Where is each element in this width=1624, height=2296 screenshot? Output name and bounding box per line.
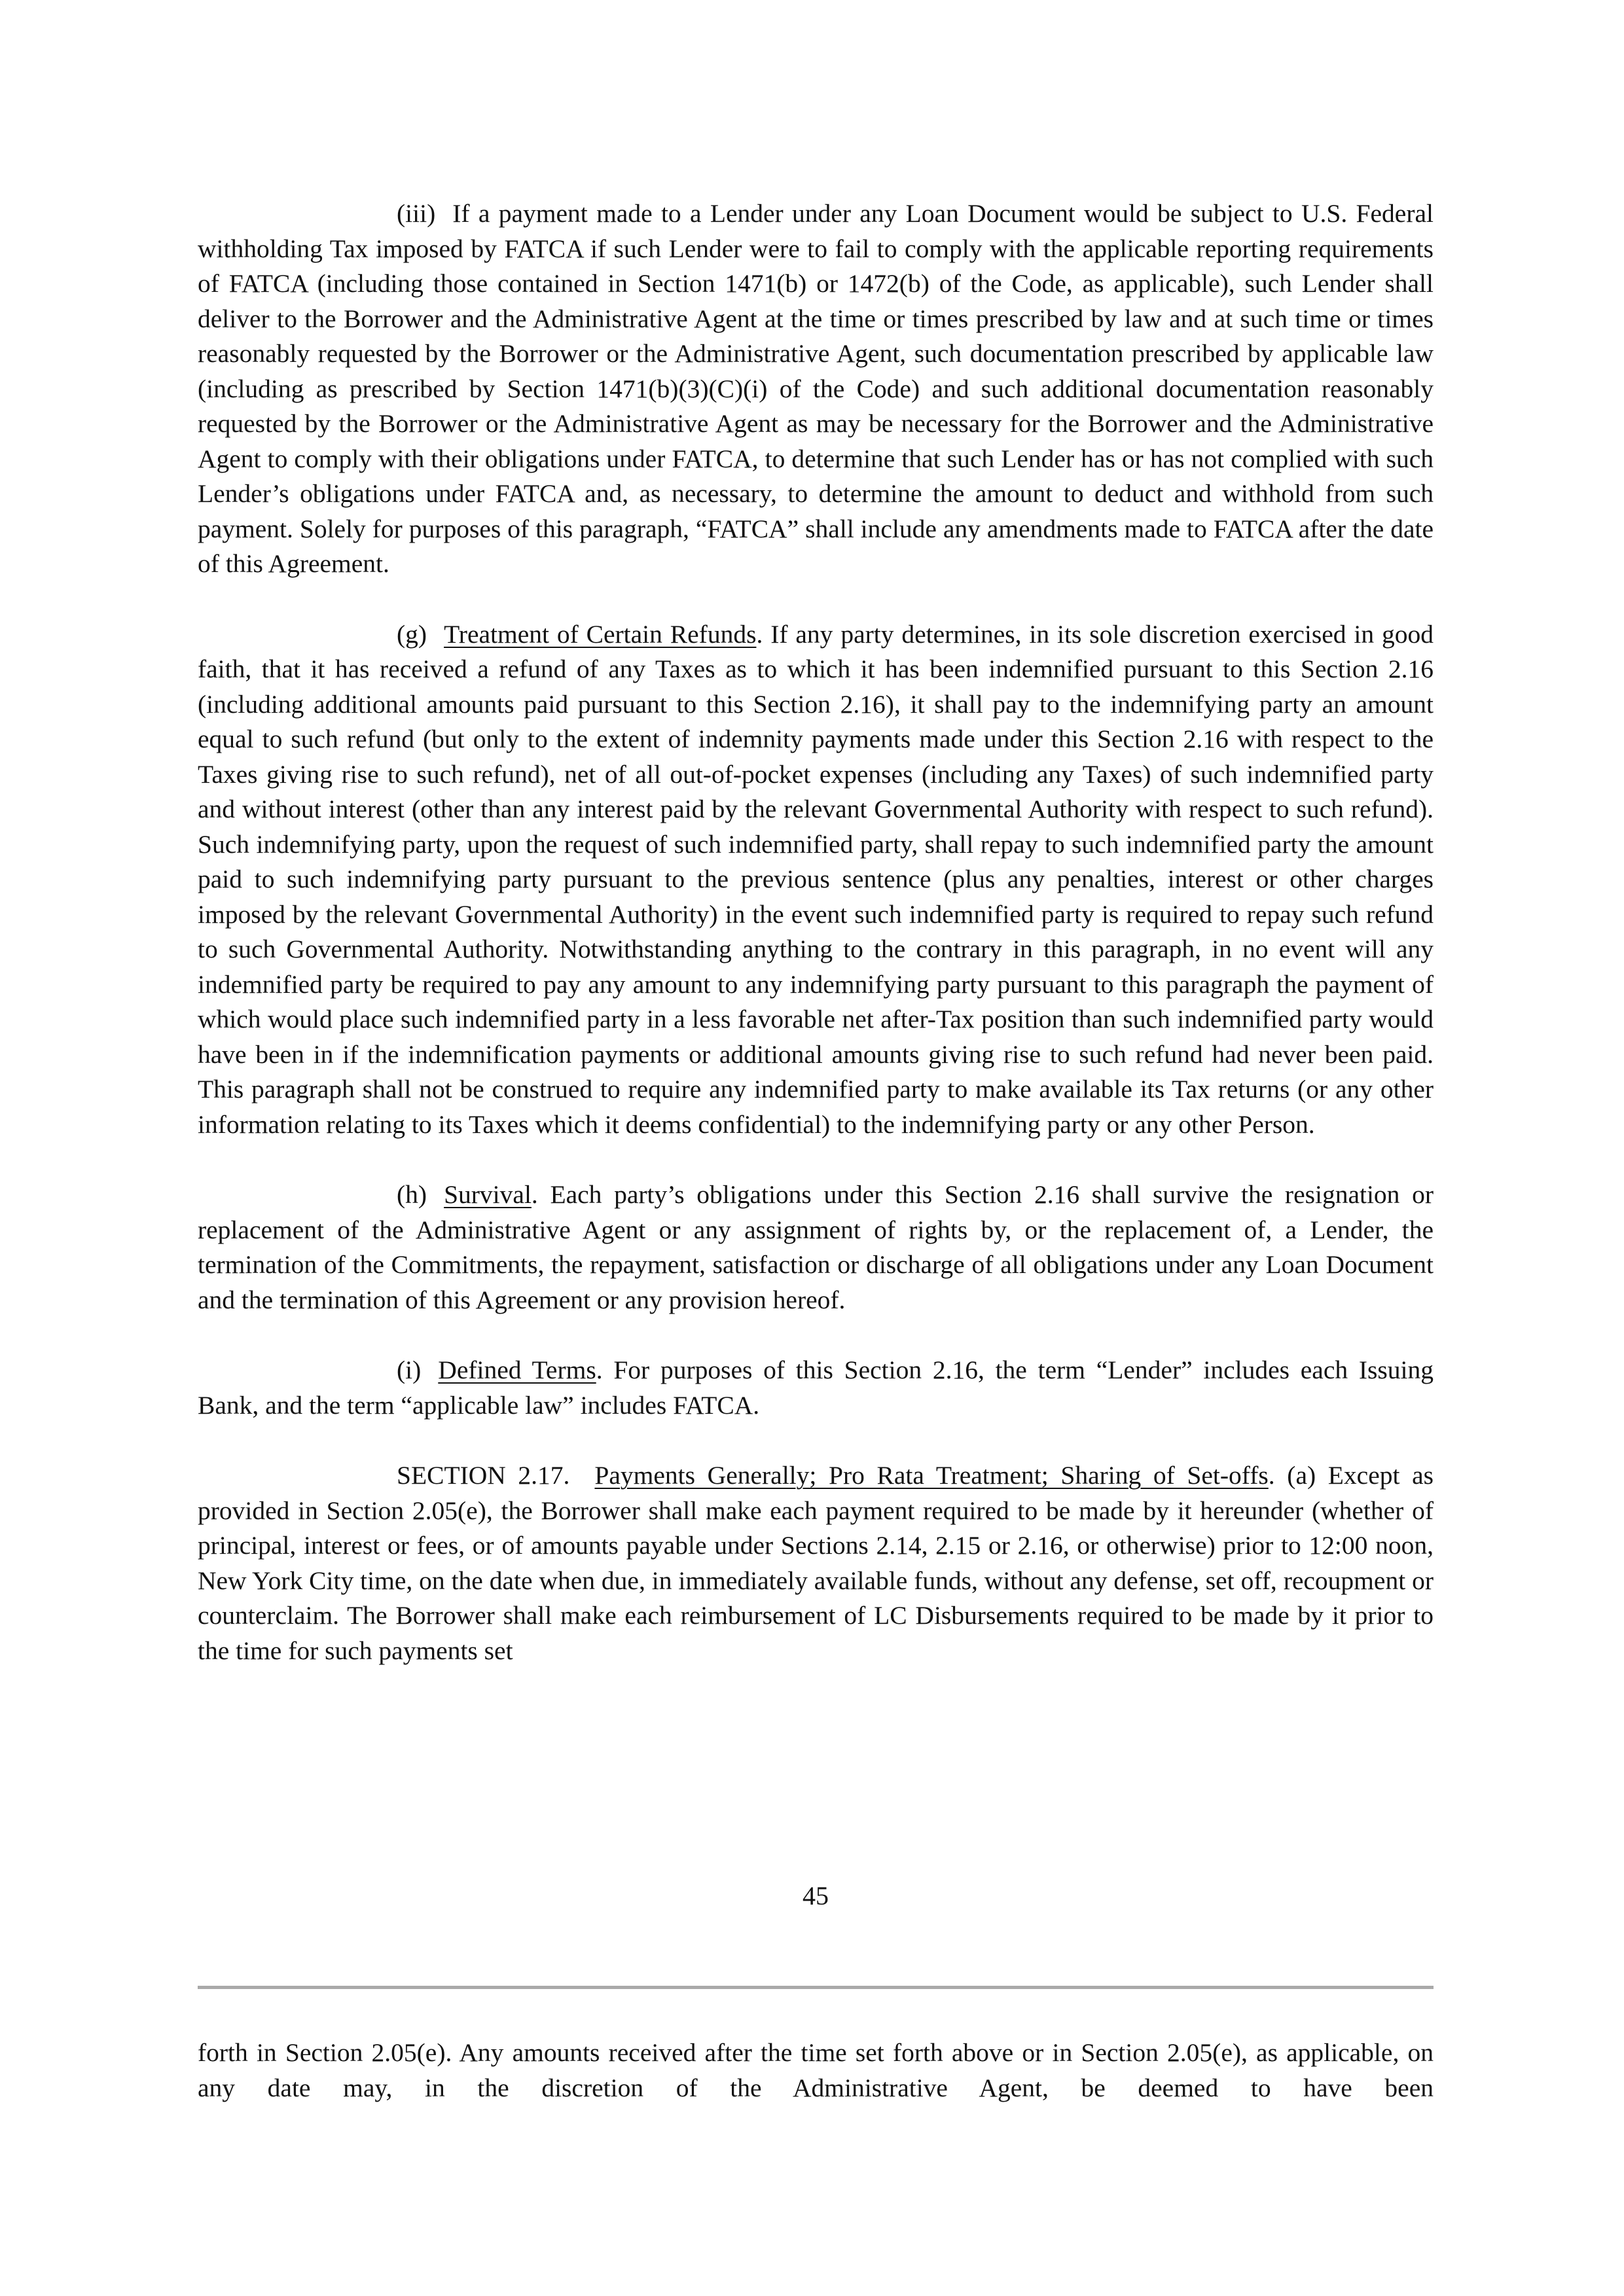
next-page-continuation xyxy=(198,2036,1434,2106)
paragraph-heading: Defined Terms xyxy=(438,1355,596,1384)
paragraph-text: . For purposes of this Section 2.16, the term “Lender” includes each Issuing Bank, and the term “applicable law” includes FATCA. xyxy=(198,1355,1434,1420)
paragraph-text: If a payment made to a Lender under any Loan Document would be subject to U.S. Federal withholding Tax imposed by FATCA if such Lender were to fail to comply with the applicable reporting requirements of FATCA (including those contained in Section 1471(b) or 1472(b) of the Code, as applicable), such Lender shall deliver to the Borrower and the Administrative Agent at the time or times prescribed by law and at such time or times reasonably requested by the Borrower or the Administrative Agent, such documentation prescribed by applicable law (including as prescribed by Section 1471(b)(3)(C)(i) of the Code) and such additional documentation reasonably requested by the Borrower or the Administrative Agent as may be necessary for the Borrower and the Administrative Agent to comply with their obligations under FATCA, to determine that such Lender has or has not complied with such Lender’s obligations under FATCA and, as necessary, to determine the amount to deduct and withhold from such payment. Solely for purposes of this paragraph, “FATCA” shall include any amendments made to FATCA after the date of this Agreement. xyxy=(198,199,1434,578)
paragraph-heading: Survival xyxy=(444,1180,532,1209)
paragraph-text: . Each party’s obligations under this Section 2.16 shall survive the resignation or replacement of the Administrative Agent or any assignment of rights by, or the replacement of, a Lender, the termination of the Commitments, the repayment, satisfaction or discharge of all obligations under any Loan Document and the termination of this Agreement or any provision hereof. xyxy=(198,1180,1434,1314)
paragraph-survival xyxy=(198,1177,1434,1318)
paragraph-marker: (iii) xyxy=(397,199,436,228)
page-body xyxy=(198,196,1434,1668)
paragraph-marker: (g) xyxy=(397,619,427,649)
paragraph-marker: (h) xyxy=(397,1180,427,1209)
paragraph-heading: Treatment of Certain Refunds xyxy=(444,619,757,649)
section-marker: SECTION 2.17. xyxy=(397,1461,570,1490)
paragraph-fatca xyxy=(198,196,1434,582)
section-heading: Payments Generally; Pro Rata Treatment; Sharing of Set-offs xyxy=(594,1461,1269,1490)
paragraph-text: . (a) Except as provided in Section 2.05(e), the Borrower shall make each payment required to be made by it hereunder (whether of principal, interest or fees, or of amounts payable under Sections 2.14, 2.15 or 2.16, or otherwise) prior to 12:00 noon, New York City time, on the date when due, in immediately available funds, without any defense, set off, recoupment or counterclaim. The Borrower shall make each reimbursement of LC Disbursements required to be made by it prior to the time for such payments set xyxy=(198,1461,1434,1665)
paragraph-marker: (i) xyxy=(397,1355,422,1384)
paragraph-defined-terms xyxy=(198,1353,1434,1423)
page-divider xyxy=(198,1986,1434,1989)
continuation-text: forth in Section 2.05(e). Any amounts received after the time set forth above or in Section 2.05(e), as applicable, on any date may, in the discretion of the Administrative Agent, be deemed to have been xyxy=(198,2038,1434,2102)
paragraph-refunds xyxy=(198,617,1434,1143)
page-number: 45 xyxy=(803,1881,829,1910)
paragraph-section-2-17 xyxy=(198,1458,1434,1668)
paragraph-text: . If any party determines, in its sole discretion exercised in good faith, that it has received a refund of any Taxes as to which it has been indemnified pursuant to this Section 2.16 (including additional amounts paid pursuant to this Section 2.16), it shall pay to the indemnifying party an amount equal to such refund (but only to the extent of indemnity payments made under this Section 2.16 with respect to the Taxes giving rise to such refund), net of all out-of-pocket expenses (including any Taxes) of such indemnified party and without interest (other than any interest paid by the relevant Governmental Authority with respect to such refund). Such indemnifying party, upon the request of such indemnified party, shall repay to such indemnified party the amount paid to such indemnifying party pursuant to the previous sentence (plus any penalties, interest or other charges imposed by the relevant Governmental Authority) in the event such indemnified party is required to repay such refund to such Governmental Authority. Notwithstanding anything to the contrary in this paragraph, in no event will any indemnified party be required to pay any amount to any indemnifying party pursuant to this paragraph the payment of which would place such indemnified party in a less favorable net after-Tax position than such indemnified party would have been in if the indemnification payments or additional amounts giving rise to such refund had never been paid. This paragraph shall not be construed to require any indemnified party to make available its Tax returns (or any other information relating to its Taxes which it deems confidential) to the indemnifying party or any other Person. xyxy=(198,619,1434,1139)
